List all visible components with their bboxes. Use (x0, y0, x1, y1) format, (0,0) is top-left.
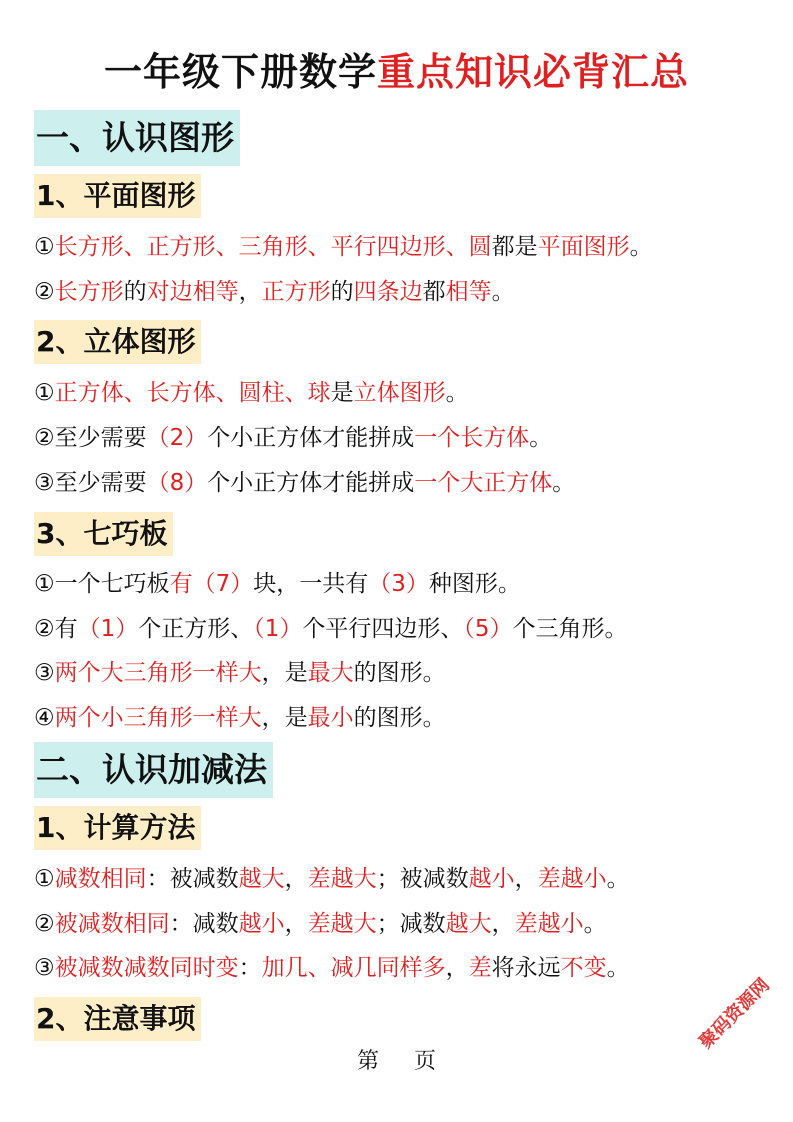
highlight-text: 差 (468, 955, 492, 981)
highlight-text: （1） (253, 616, 303, 642)
body-text: 的 (123, 279, 147, 305)
knowledge-point (34, 275, 515, 309)
knowledge-point (34, 567, 521, 601)
highlight-text: 长方形 (54, 279, 124, 305)
watermark-stamp: 聚码资源网 (695, 974, 774, 1053)
body-text: ② (34, 279, 55, 305)
body-text: ， (284, 911, 308, 937)
body-text: 的 (330, 279, 354, 305)
body-text: ；被减数 (376, 866, 469, 892)
highlight-text: 正方形 (261, 279, 331, 305)
highlight-text: 正方体、长方体、圆柱、球 (54, 380, 331, 406)
highlight-text: 越小 (468, 866, 515, 892)
body-text: 。 (529, 425, 553, 451)
body-text: 块，一共有 (253, 571, 369, 597)
highlight-text: 越小 (238, 911, 285, 937)
subsection-heading: 1、平面图形 (34, 174, 201, 218)
body-text: 是 (330, 380, 354, 406)
subsection-heading: 2、立体图形 (34, 320, 201, 364)
knowledge-point (34, 421, 552, 455)
knowledge-point (34, 951, 630, 985)
highlight-text: （3） (368, 571, 429, 597)
highlight-text: 平面图形 (537, 234, 630, 260)
knowledge-point (34, 466, 575, 500)
body-text: ①一个七巧板 (34, 571, 170, 597)
section-heading: 二、认识加减法 (34, 742, 273, 798)
knowledge-point (34, 907, 607, 941)
section-heading: 一、认识图形 (34, 110, 240, 166)
highlight-text: 差越大 (307, 911, 377, 937)
body-text: ② (34, 911, 55, 937)
highlight-text: 有（7） (169, 571, 254, 597)
body-text: ① (34, 234, 55, 260)
subsection-heading: 3、七巧板 (34, 512, 173, 556)
highlight-text: 一个大正方体 (414, 470, 553, 496)
body-text: 。 (445, 380, 469, 406)
highlight-text: （1） (77, 616, 139, 642)
highlight-text: 差越大 (307, 866, 377, 892)
body-text: ① (34, 866, 55, 892)
highlight-text: 越大 (445, 911, 492, 937)
body-text: 。 (629, 234, 653, 260)
body-text: ： (238, 955, 262, 981)
body-text: ②有 (34, 616, 78, 642)
subsection-heading: 1、计算方法 (34, 806, 201, 850)
title-segment: 重点知识必背汇总 (377, 50, 690, 94)
document-title (0, 42, 793, 102)
highlight-text: 两个大三角形一样大 (54, 660, 262, 686)
body-text: ，是 (261, 660, 308, 686)
body-text: 的图形。 (353, 705, 446, 731)
body-text: 。 (606, 955, 630, 981)
highlight-text: 越大 (238, 866, 285, 892)
body-text: 种图形。 (428, 571, 521, 597)
body-text: 个小正方体才能拼成 (207, 470, 415, 496)
body-text: 都 (422, 279, 446, 305)
body-text: 个小正方体才能拼成 (207, 425, 415, 451)
body-text: ， (491, 911, 515, 937)
highlight-text: 被减数减数同时变 (54, 955, 239, 981)
highlight-text: 被减数相同 (54, 911, 170, 937)
body-text: ， (238, 279, 262, 305)
body-text: ③至少需要 (34, 470, 147, 496)
highlight-text: （5） (463, 616, 513, 642)
body-text: ④ (34, 705, 55, 731)
body-text: 个三角形。 (512, 616, 628, 642)
knowledge-point (34, 862, 630, 896)
highlight-text: 两个小三角形一样大 (54, 705, 262, 731)
highlight-text: （2） (146, 425, 208, 451)
body-text: 。 (606, 866, 630, 892)
knowledge-point (34, 230, 653, 264)
body-text: 。 (491, 279, 515, 305)
highlight-text: 差越小 (514, 911, 584, 937)
highlight-text: 相等 (445, 279, 492, 305)
body-text: ① (34, 380, 55, 406)
body-text: 的图形。 (353, 660, 446, 686)
body-text: 都是 (491, 234, 538, 260)
knowledge-point (34, 612, 628, 646)
body-text: ③ (34, 660, 55, 686)
knowledge-point (34, 656, 446, 690)
highlight-text: （8） (146, 470, 208, 496)
body-text: ，是 (261, 705, 308, 731)
page-footer: 第 页 (357, 1049, 436, 1074)
highlight-text: 最小 (307, 705, 354, 731)
body-text: ：减数 (169, 911, 239, 937)
highlight-text: 一个长方体 (414, 425, 530, 451)
body-text: ， (514, 866, 538, 892)
highlight-text: 减数相同 (54, 866, 147, 892)
body-text: 。 (583, 911, 607, 937)
body-text: 个平行四边形、 (302, 616, 464, 642)
title-segment: 一年级下册数学 (103, 50, 377, 94)
highlight-text: 四条边 (353, 279, 423, 305)
knowledge-point (34, 701, 446, 735)
highlight-text: 立体图形 (353, 380, 446, 406)
highlight-text: 最大 (307, 660, 354, 686)
body-text: ， (445, 955, 469, 981)
highlight-text: 长方形、正方形、三角形、平行四边形、圆 (54, 234, 492, 260)
body-text: 个正方形、 (138, 616, 254, 642)
body-text: ；减数 (376, 911, 446, 937)
body-text: ③ (34, 955, 55, 981)
body-text: 。 (552, 470, 576, 496)
body-text: ②至少需要 (34, 425, 147, 451)
highlight-text: 加几、减几同样多 (261, 955, 446, 981)
subsection-heading: 2、注意事项 (34, 997, 201, 1041)
body-text: ：被减数 (146, 866, 239, 892)
body-text: ， (284, 866, 308, 892)
knowledge-point (34, 376, 469, 410)
body-text: 将永远 (491, 955, 561, 981)
highlight-text: 不变 (560, 955, 607, 981)
highlight-text: 对边相等 (146, 279, 239, 305)
highlight-text: 差越小 (537, 866, 607, 892)
